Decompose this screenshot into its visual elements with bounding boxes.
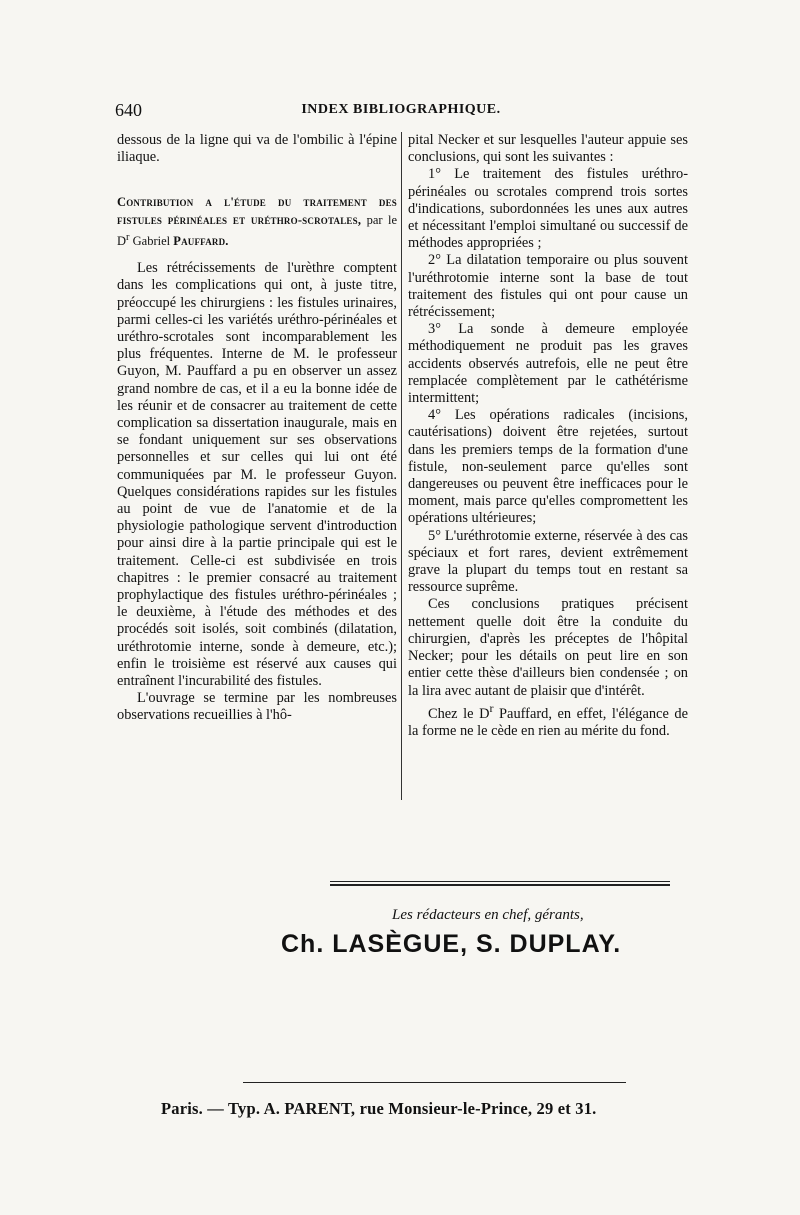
- signature-intro: Les rédacteurs en chef, gérants,: [392, 907, 584, 923]
- final-paragraph-sup: r: [489, 700, 494, 715]
- final-paragraph-post: Pauffard, en effet, l'élégance de la forme ne le cède en rien au mérite du fond.: [408, 705, 688, 739]
- article-author-sup: r: [126, 231, 130, 243]
- final-paragraph-pre: Chez le D: [428, 705, 490, 722]
- page-header: [115, 100, 687, 124]
- article-author-surname: Pauffard.: [173, 233, 229, 248]
- conclusion-3: 3° La sonde à demeure employée méthodiquement ne produit pas les graves accidents observés autrefois, elle ne peut être remplacée complètement par le cathétérisme intermittent;: [408, 321, 688, 407]
- final-paragraph: [408, 700, 688, 740]
- conclusion-4: 4° Les opérations radicales (incisions, cautérisations) doivent être rejetées, surtout dans les premiers temps de la formation d'une fistule, non-seulement parce qu'elles sont dangereuses ou peuvent être inefficaces pour le moment, mais parce qu'elles compromettent les opérations ultérieures;: [408, 407, 688, 527]
- column-divider: [401, 132, 402, 800]
- running-head: INDEX BIBLIOGRAPHIQUE.: [301, 102, 501, 117]
- separator-rule-thick: [330, 884, 670, 886]
- article-author-prefix: par le D: [117, 212, 398, 248]
- conclusion-1: 1° Le traitement des fistules uréthro-périnéales ou scrotales comprend trois sortes d'indications, subordonnées les unes aux autres et nécessitant l'emploi simultané ou successif de méthodes appropriées ;: [408, 166, 688, 252]
- right-column: [408, 132, 688, 740]
- page-number: 640: [115, 100, 142, 120]
- conclusion-5: 5° L'uréthrotomie externe, réservée à des cas spéciaux et fort rares, devient extrêmement grave la plupart du temps tout en restant sa ressource suprême.: [408, 527, 688, 596]
- printer-rule: [243, 1082, 626, 1083]
- left-column: [117, 132, 397, 725]
- article-title-text: Contribution a l'étude du traitement des fistules périnéales et uréthro-scrotales,: [117, 195, 397, 227]
- printer-imprint: Paris. — Typ. A. PARENT, rue Monsieur-le-Prince, 29 et 31.: [161, 1099, 597, 1118]
- closing-paragraph: Ces conclusions pratiques précisent nettement quelle doit être la conduite du chirurgien, d'après les préceptes de l'hôpital Necker; pour les détails on peut lire en son entier cette thèse d'ailleurs bien condensée ; on la lira avec autant de plaisir que d'intérêt.: [408, 596, 688, 699]
- review-paragraph-2: L'ouvrage se termine par les nombreuses observations recueillies à l'hô-: [117, 690, 397, 724]
- conclusion-2: 2° La dilatation temporaire ou plus souvent l'uréthrotomie interne sont la base de tout traitement des fistules qui ont pour cause un rétrécissement;: [408, 252, 688, 321]
- separator-rule-thin: [330, 881, 670, 882]
- article-title: [117, 194, 397, 250]
- article-author-firstname: Gabriel: [129, 233, 174, 248]
- review-paragraph-1: Les rétrécissements de l'urèthre comptent dans les complications qui ont, à juste titre, préoccupé les chirurgiens : les fistules urinaires, parmi celles-ci les variétés uréthro-périnéales et uréthro-scrotales sont incomparablement les plus fréquentes. Interne de M. le professeur Guyon, M. Pauffard a pu en observer un assez grand nombre de cas, et il a eu la bonne idée de les réunir et de consacrer au traitement de cette complication sa dissertation inaugurale, mais en se fondant uniquement sur ses observations personnelles et sur celles qui lui ont été communiquées par M. le professeur Guyon. Quelques considérations rapides sur les fistules au point de vue de l'anatomie et de la physiologie pathologique servent d'introduction pour ainsi dire à la partie principale qui est le traitement. Celle-ci est subdivisée en trois chapitres : le premier consacré au traitement prophylactique des fistules uréthro-périnéales ; le deuxième, à l'étude des méthodes et des procédés soit isolés, soit combinés (dilatation, uréthrotomie interne, sonde à demeure, etc.); enfin le troisième est réservé aux causes qui entraînent l'incurabilité des fistules.: [117, 260, 397, 690]
- continuation-text: dessous de la ligne qui va de l'ombilic à l'épine iliaque.: [117, 132, 397, 166]
- review-paragraph-3: pital Necker et sur lesquelles l'auteur appuie ses conclusions, qui sont les suivantes :: [408, 132, 688, 166]
- editors-names: Ch. LASÈGUE, S. DUPLAY.: [281, 930, 622, 958]
